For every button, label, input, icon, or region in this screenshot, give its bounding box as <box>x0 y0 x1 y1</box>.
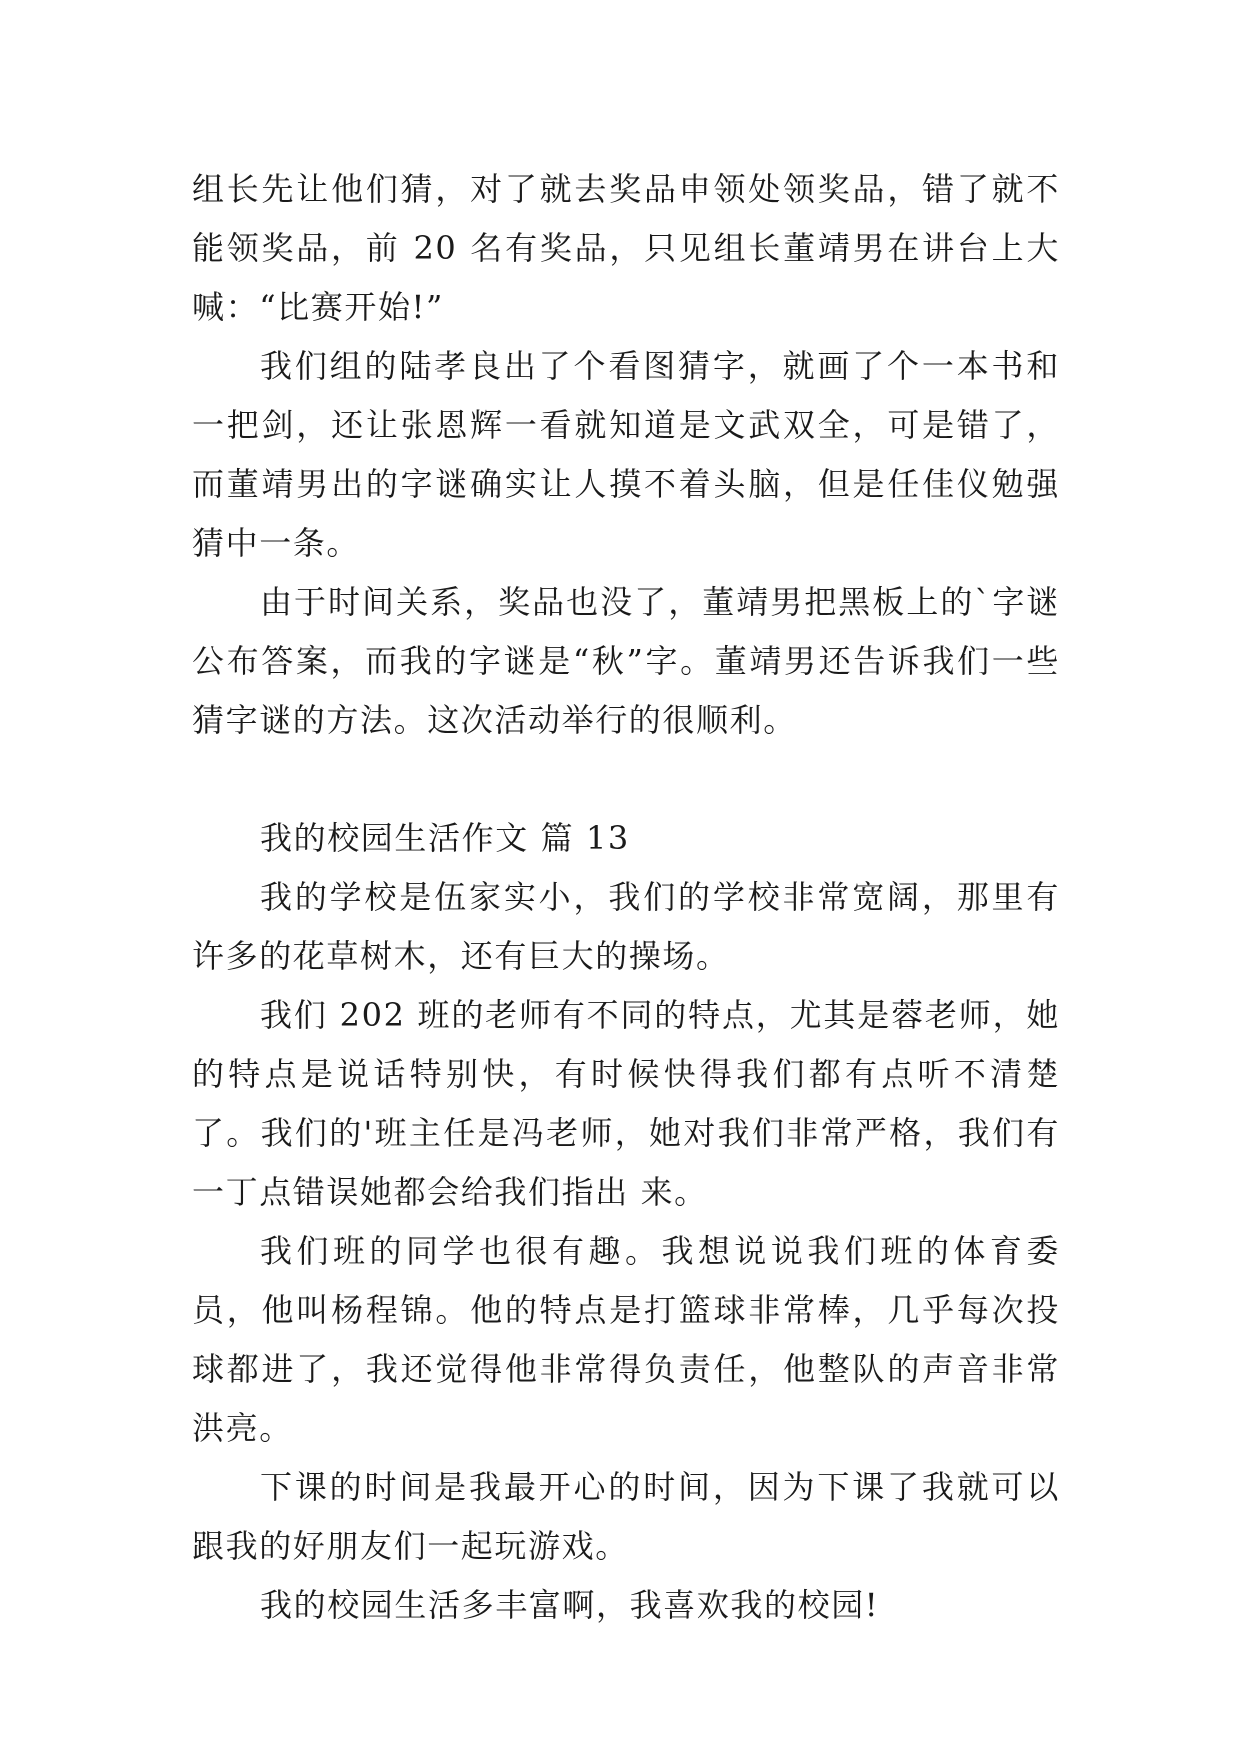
paragraph-continuation: 组长先让他们猜，对了就去奖品申领处领奖品，错了就不能领奖品，前 20 名有奖品，只见组长董靖男在讲台上大喊：“比赛开始!” <box>192 170 1060 326</box>
paragraph-classmates: 我们班的同学也很有趣。我想说说我们班的体育委员，他叫杨程锦。他的特点是打篮球非常棒，几乎每次投球都进了，我还觉得他非常得负责任，他整队的声音非常洪亮。 <box>192 1232 1060 1447</box>
paragraph-riddle-answer: 由于时间关系，奖品也没了，董靖男把黑板上的`字谜公布答案，而我的字谜是“秋”字。董靖男还告诉我们一些猜字谜的方法。这次活动举行的很顺利。 <box>192 583 1060 739</box>
paragraph-closing: 我的校园生活多丰富啊，我喜欢我的校园! <box>260 1586 880 1624</box>
document-body <box>192 160 1060 1635</box>
section-heading: 我的校园生活作文 篇 13 <box>260 819 630 857</box>
paragraph-recess: 下课的时间是我最开心的时间，因为下课了我就可以跟我的好朋友们一起玩游戏。 <box>192 1468 1060 1565</box>
paragraph-school-intro: 我的学校是伍家实小，我们的学校非常宽阔，那里有许多的花草树木，还有巨大的操场。 <box>192 878 1060 975</box>
section-gap <box>192 750 1060 809</box>
paragraph-riddle-drawing: 我们组的陆孝良出了个看图猜字，就画了个一本书和一把剑，还让张恩辉一看就知道是文武双全，可是错了，而董靖男出的字谜确实让人摸不着头脑，但是任佳仪勉强猜中一条。 <box>192 347 1060 562</box>
paragraph-teachers: 我们 202 班的老师有不同的特点，尤其是蓉老师，她的特点是说话特别快，有时候快得我们都有点听不清楚了。我们的'班主任是冯老师，她对我们非常严格，我们有一丁点错误她都会给我们指出 来。 <box>192 996 1060 1211</box>
